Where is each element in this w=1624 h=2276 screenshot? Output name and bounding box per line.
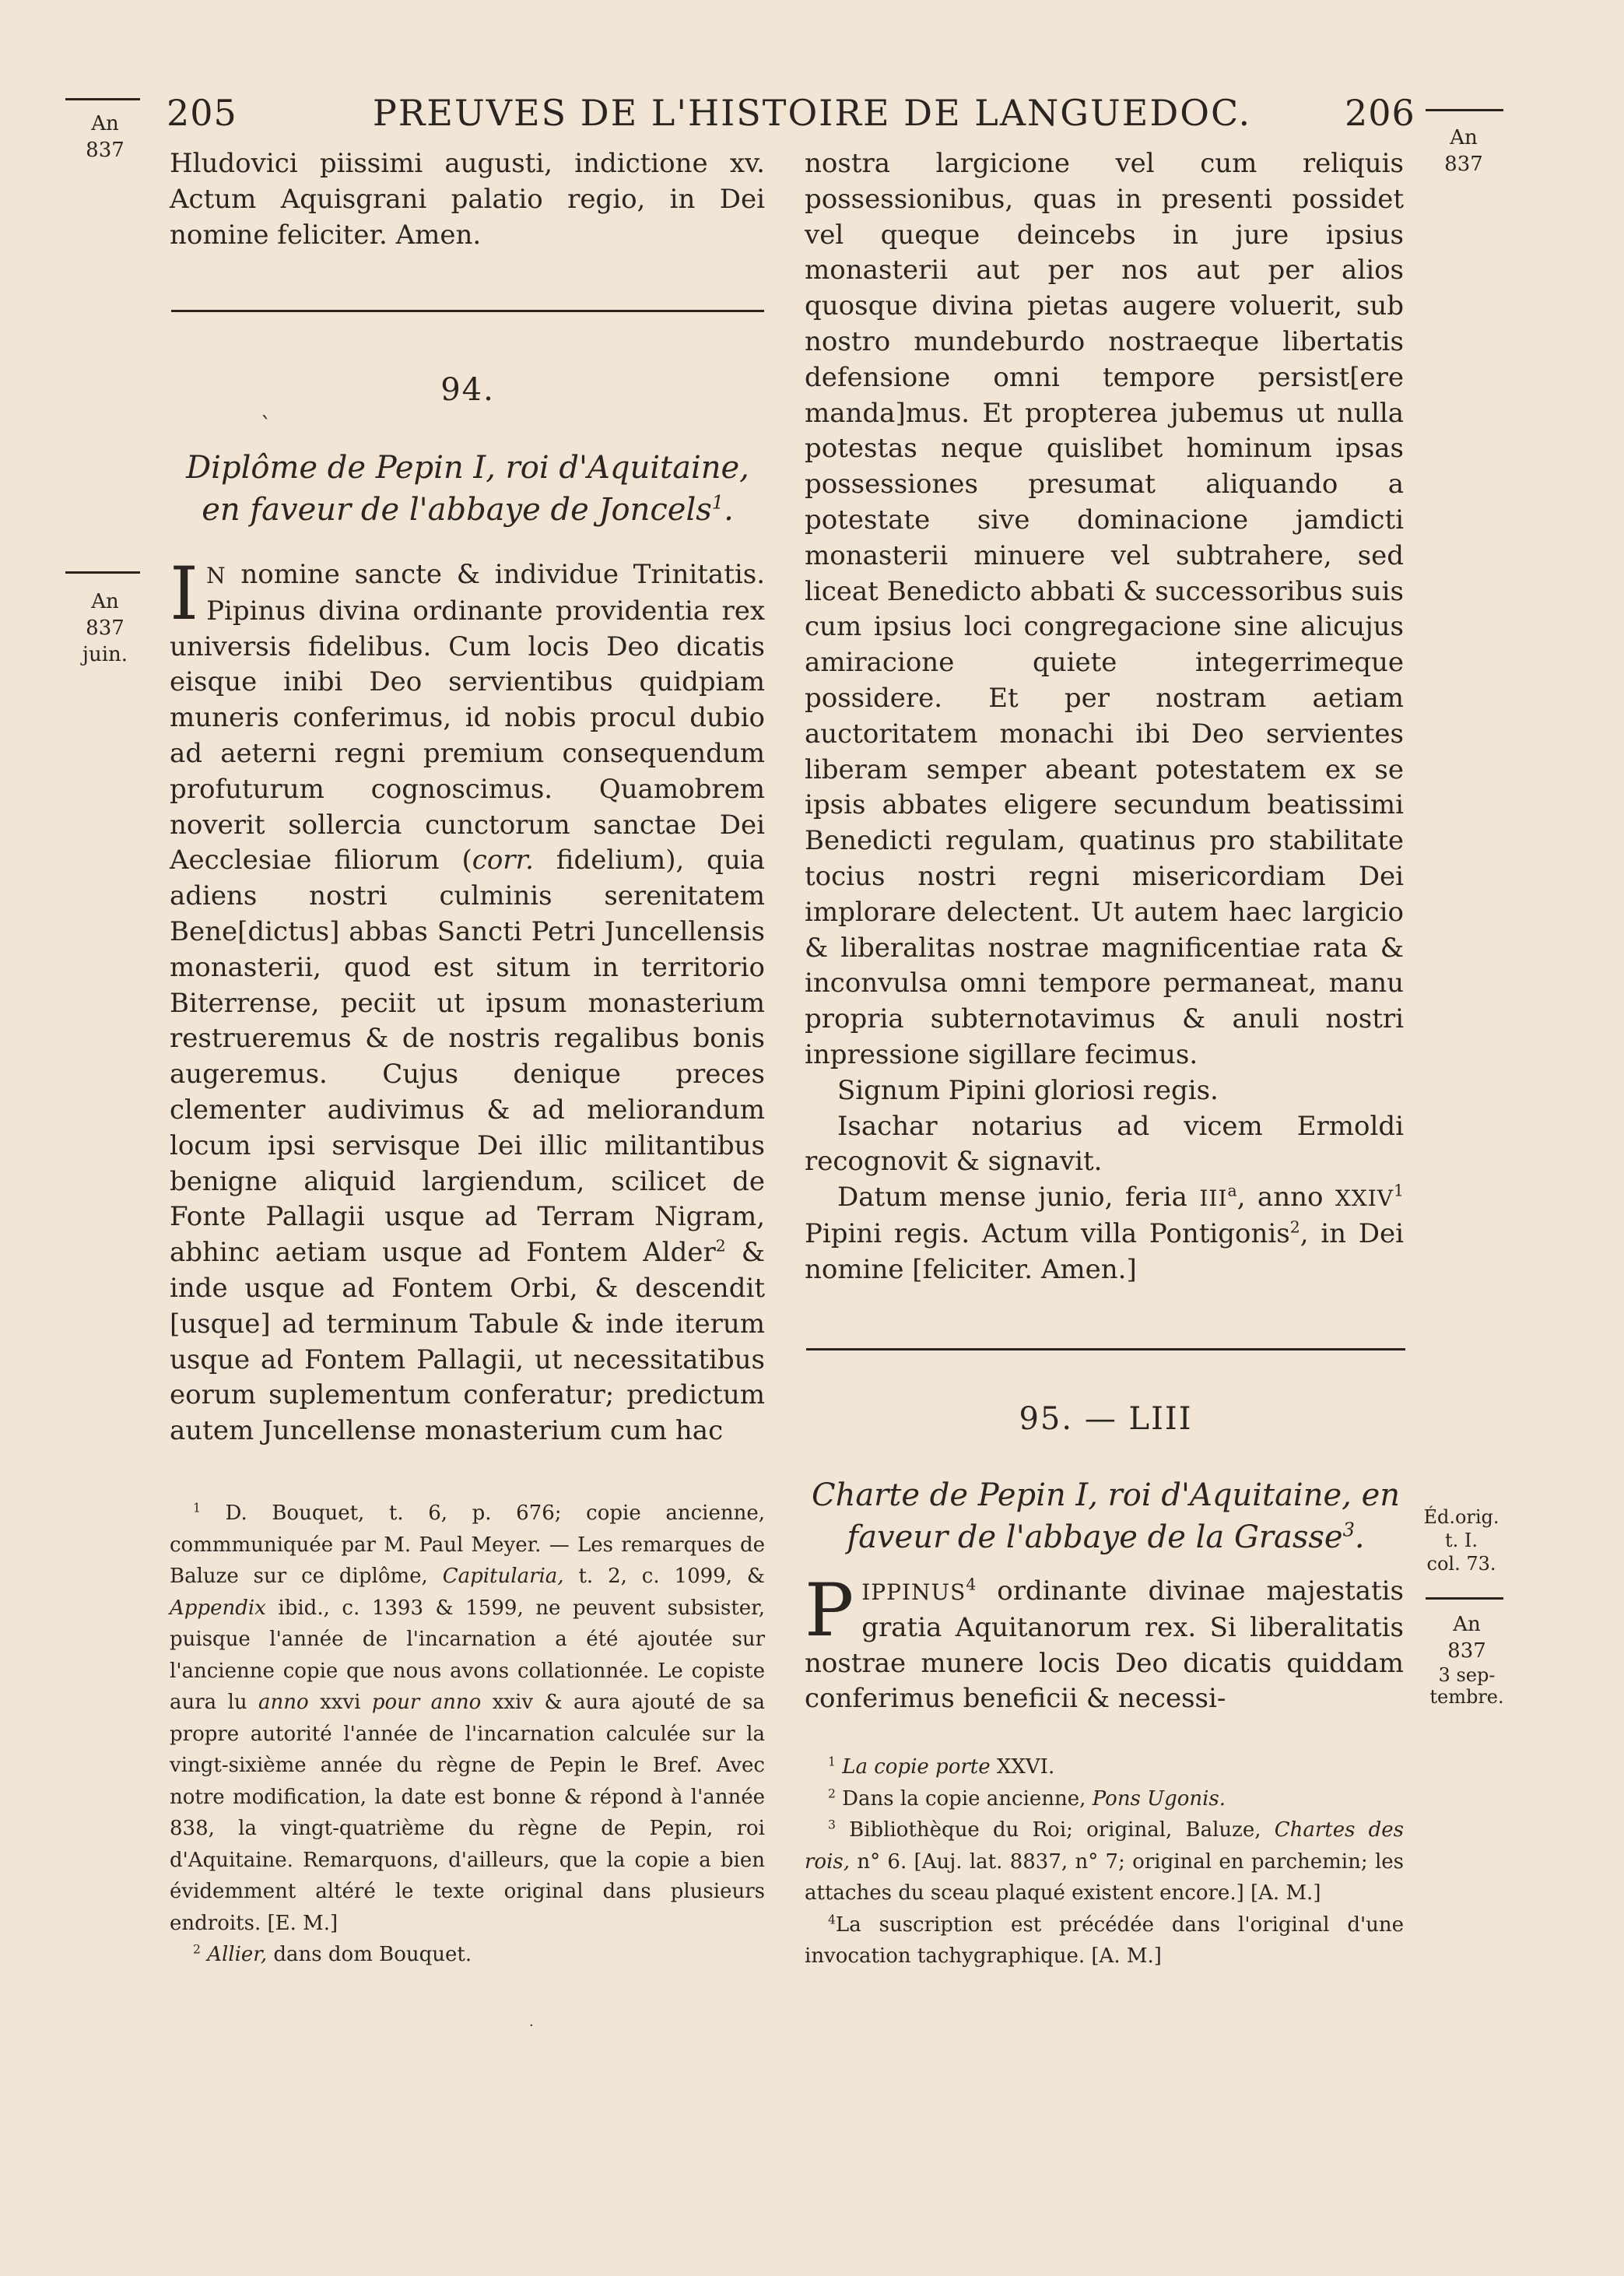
- right-footnotes: [805, 1751, 1404, 1972]
- signum-line: Signum Pipini gloriosi regis.: [837, 1074, 1219, 1106]
- margin-note-edition-reference: Éd.orig. t. I. col. 73.: [1423, 1506, 1499, 1575]
- charter-94-text: I N nomine sancte & individue Trinitatis. Pipinus divina ordinante providentia rex universis fidelibus. Cum locis Deo dicatis eisque inibi Deo servientibus quidpiam muneris conferimus, id nobis procul dubio ad aeterni regni premium consequendum profuturum cognoscimus. Quamobrem noverit sollercia cunctorum sanctae Dei Aecclesiae filiorum (corr. fidelium), quia adiens nostri culminis serenitatem Bene[dictus] abbas Sancti Petri Juncellensis monasterii, quod est situm in territorio Biterrense, peciit ut ipsum monasterium restrueremus & de nostris regalibus bonis augeremus. Cujus denique preces clementer audivimus & ad meliorandum locum ipsi servisque Dei illic militantibus benigne aliquid largiendum, scilicet de Fonte Pallagii usque ad Terram Nigram, abhinc aetiam usque ad Fontem Alder$^2$ & inde usque ad Fontem Orbi, & descendit [usque] ad terminum Tabule & inde iterum usque ad Fontem Pallagii, ut necessitatibus eorum suplementum conferatur; predictum autem Juncellense monasterium cum hac: [170, 552, 765, 1447]
- drop-cap: I: [170, 552, 199, 637]
- section-divider: [806, 1348, 1405, 1350]
- notary-line: Isachar notarius ad vicem Ermoldi recognovit & signavit.: [805, 1110, 1404, 1178]
- document-number-95: 95. — LIII: [1019, 1401, 1193, 1437]
- margin-note-year-right: An 837: [1444, 126, 1483, 176]
- charter-94-continuation: nostra largicione vel cum reliquis possessionibus, quas in presenti possidet vel queque deincebs in jure ipsius monasterii aut per nos aut per alios quosque divina pietas augere voluerit, sub nostro mundeburdo nostraeque libertatis defensione omni tempore persist[ere manda]mus. Et propterea jubemus ut nulla potestas neque quislibet hominum ipsas possessiones presumat aliquando a potestate sive dominacione jamdicti monasterii minuere vel subtrahere, sed liceat Benedicto abbati & successoribus suis cum ipsius loci congregacione sine alicujus amiracione quiete integerrimeque possidere. Et per nostram aetiam auctoritatem monachi ibi Deo servientes liberam semper abeant potestatem ex se ipsis abbates eligere secundum beatissimi Benedicti regulam, quatinus pro stabilitate tocius nostri regni misericordiam Dei implorare delectent. Ut autem haec largicio & liberalitas nostrae magnificentiae rata & inconvulsa omni tempore permaneat, manu propria subternotavimus & anuli nostri inpressione sigillare fecimus. Signum Pipini gloriosi regis. Isachar notarius ad vicem Ermoldi recognovit & signavit. Datum mense junio, feria III$^a$, anno XXIV$^1$ Pipini regis. Actum villa Pontigonis$^2$, in Dei nomine [feliciter. Amen.]: [805, 146, 1404, 1288]
- footnote-r3: $^3$ Bibliothèque du Roi; original, Baluze, Chartes des rois, n° 6. [Auj. lat. 8837, n° 7; original en parchemin; les attaches du sceau plaqué existent encore.] [A. M.]: [805, 1818, 1404, 1905]
- footnote-2: $^2$ Allier, dans dom Bouquet.: [193, 1942, 472, 1966]
- margin-note-charter95-date: An 837 3 sep- tembre.: [1429, 1613, 1504, 1708]
- left-column-continuation: Hludovici piissimi augusti, indictione xv. Actum Aquisgrani palatio regio, in Dei nomine feliciter. Amen.: [170, 148, 765, 251]
- footnote-r4: $^4$La suscription est précédée dans l'original d'une invocation tachygraphique. [A. M.]: [805, 1912, 1404, 1968]
- document-title-94: Diplôme de Pepin I, roi d'Aquitaine, en faveur de l'abbaye de Joncels$^1$.: [186, 450, 749, 528]
- section-divider: [171, 310, 764, 312]
- running-title: PREUVES DE L'HISTOIRE DE LANGUEDOC.: [372, 92, 1252, 134]
- document-number-94: 94.: [440, 372, 495, 408]
- stray-mark: `: [261, 413, 272, 438]
- stray-mark: ·: [529, 2018, 534, 2034]
- date-line: Datum mense junio, feria III$^a$, anno XXIV$^1$ Pipini regis. Actum villa Pontigonis$^2$, in Dei nomine [feliciter. Amen.]: [805, 1181, 1405, 1285]
- footnote-r1: $^1$ La copie porte XXVI.: [828, 1754, 1055, 1779]
- margin-rule: [1426, 109, 1503, 111]
- margin-note-year: An 837: [86, 112, 125, 162]
- page-number-left: 205: [167, 92, 237, 134]
- page-number-right: 206: [1345, 92, 1415, 134]
- footnote-r2: $^2$ Dans la copie ancienne, Pons Ugonis.: [828, 1786, 1226, 1811]
- document-title-95: Charte de Pepin I, roi d'Aquitaine, en faveur de l'abbaye de la Grasse$^3$.: [811, 1477, 1401, 1555]
- drop-cap: P: [805, 1568, 854, 1653]
- margin-rule: [1426, 1597, 1503, 1600]
- footnote-1: $^1$ D. Bouquet, t. 6, p. 676; copie ancienne, commmuniquée par M. Paul Meyer. — Les remarques de Baluze sur ce diplôme, Capitularia, t. 2, c. 1099, & Appendix ibid., c. 1393 & 1599, ne peuvent subsister, puisque l'année de l'incarnation a été ajoutée sur l'ancienne copie que nous avons collationnée. Le copiste aura lu anno xxvi pour anno xxiv & aura ajouté de sa propre autorité l'année de l'incarnation calculée sur la vingt-sixième année du règne de Pepin le Bref. Avec notre modification, la date est bonne & répond à l'année 838, la vingt-quatrième du règne de Pepin, roi d'Aquitaine. Remarquons, d'ailleurs, que la copie a bien évidemment altéré le texte original dans plusieurs endroits. [E. M.]: [170, 1501, 766, 1935]
- margin-rule: [65, 98, 140, 100]
- charter-95-text: PIPPINUS$^4$ ordinante divinae majestatis gratia Aquitanorum rex. Si liberalitatis nostrae munere locis Deo dicatis quiddam conferimus beneficii & necessi-: [805, 1568, 1404, 1715]
- margin-note-charter94-date: An 837 juin.: [82, 590, 128, 666]
- left-footnotes: [170, 1498, 765, 1971]
- margin-rule: [65, 571, 140, 574]
